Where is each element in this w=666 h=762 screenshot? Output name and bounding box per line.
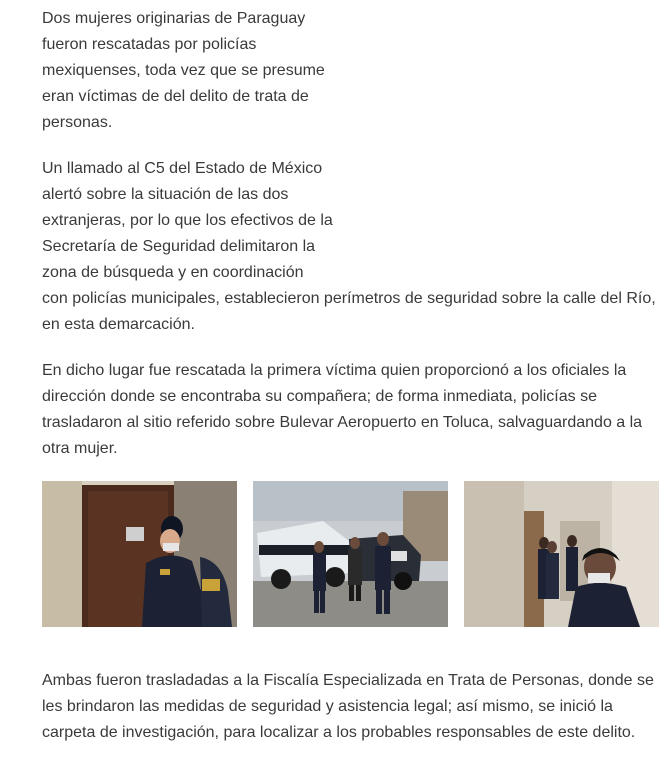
- paragraph-line: Secretaría de Seguridad delimitaron la: [42, 238, 316, 255]
- paragraph-line: trasladaron al sitio referido sobre Bulevar Aeropuerto en Toluca, salvaguardando a la: [42, 414, 643, 431]
- paragraph-line: mexiquenses, toda vez que se presume: [42, 62, 325, 79]
- photo-officer-at-door-image: [42, 481, 237, 627]
- paragraph-line: extranjeras, por lo que los efectivos de la: [42, 212, 333, 229]
- paragraph-line: En dicho lugar fue rescatada la primera víctima quien proporcionó a los oficiales la: [42, 362, 627, 379]
- paragraph-line: Un llamado al C5 del Estado de México: [42, 160, 323, 177]
- paragraph-line: personas.: [42, 114, 113, 131]
- article-paragraph-3: [42, 358, 642, 462]
- paragraph-line: otra mujer.: [42, 440, 118, 457]
- article-paragraph-2: [42, 156, 656, 338]
- paragraph-line: carpeta de investigación, para localizar a los probables responsables de este delito.: [42, 724, 636, 741]
- paragraph-line: en esta demarcación.: [42, 316, 195, 333]
- paragraph-line: zona de búsqueda y en coordinación: [42, 264, 304, 281]
- paragraph-line: Dos mujeres originarias de Paraguay: [42, 10, 306, 27]
- paragraph-line: Ambas fueron trasladadas a la Fiscalía Especializada en Trata de Personas, donde se: [42, 672, 654, 689]
- photo-patrol-vehicle: [253, 481, 448, 627]
- paragraph-line: fueron rescatadas por policías: [42, 36, 257, 53]
- article-paragraph-1: [42, 6, 325, 136]
- paragraph-line: con policías municipales, establecieron perímetros de seguridad sobre la calle del Río,: [42, 290, 656, 307]
- photo-hallway-officers: [464, 481, 659, 627]
- paragraph-line: dirección donde se encontraba su compañera; de forma inmediata, policías se: [42, 388, 597, 405]
- paragraph-line: alertó sobre la situación de las dos: [42, 186, 289, 203]
- photo-hallway-officers-image: [464, 481, 659, 627]
- photo-patrol-vehicle-image: [253, 481, 448, 627]
- paragraph-line: eran víctimas de del delito de trata de: [42, 88, 309, 105]
- paragraph-line: les brindaron las medidas de seguridad y asistencia legal; así mismo, se inició la: [42, 698, 613, 715]
- photo-officer-at-door: [42, 481, 237, 627]
- article-paragraph-4: [42, 668, 654, 746]
